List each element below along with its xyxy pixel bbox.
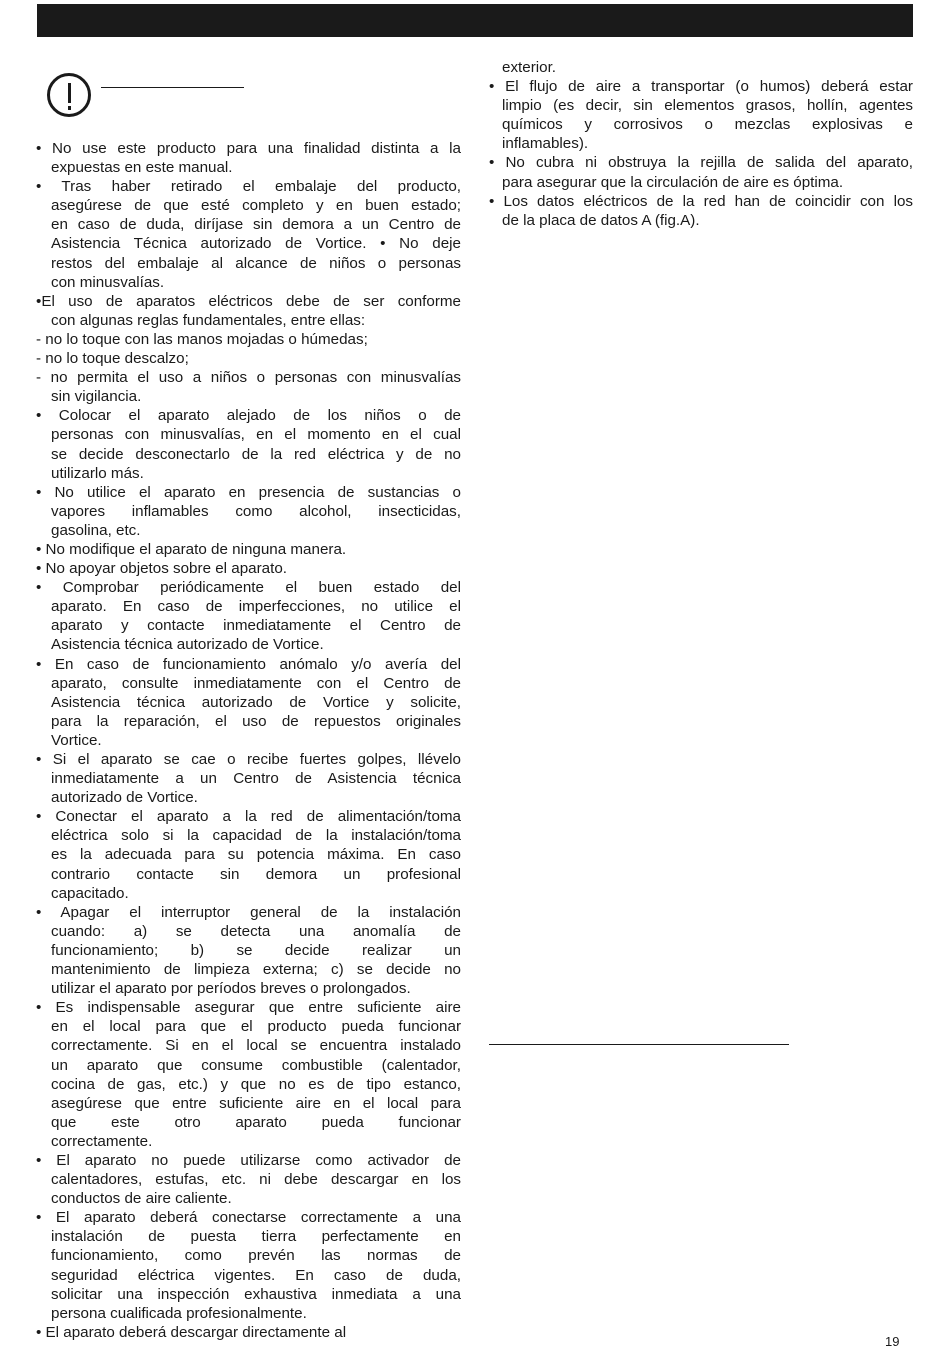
bullet-item (36, 998, 461, 1151)
text-line: • Es indispensable asegurar que entre suficiente aire (36, 999, 461, 1017)
text-line: cocina de gas, etc.) y que no es de tipo estanco, (51, 1075, 461, 1093)
text-line: un aparato que consume combustible (calentador, (51, 1056, 461, 1074)
bullet-item (36, 177, 461, 292)
bullet-item (36, 655, 461, 750)
text-line: aparato, consulte inmediatamente con el Centro de (51, 674, 461, 692)
header-bar (37, 4, 913, 37)
text-line: sin vigilancia. (51, 388, 142, 406)
text-line: instalación de puesta tierra perfectamente en (51, 1228, 461, 1246)
bullet-item (489, 77, 913, 153)
text-line: • En caso de funcionamiento anómalo y/o avería del (36, 655, 461, 673)
text-line: Vortice. (51, 731, 102, 749)
text-line: funcionamiento, como prevén las normas de (51, 1247, 461, 1265)
text-line: capacitado. (51, 884, 129, 902)
text-line: Asistencia técnica autorizado de Vortice. (51, 636, 324, 654)
text-line: • El aparato deberá conectarse correctamente a una (36, 1209, 461, 1227)
text-line: Asistencia técnica autorizado de Vortice y solicite, (51, 693, 461, 711)
text-line: - no permita el uso a niños o personas con minusvalías (36, 369, 461, 387)
bullet-item (489, 192, 913, 230)
text-line: seguridad eléctrica vigentes. En caso de duda, (51, 1266, 461, 1284)
text-line: • El flujo de aire a transportar (o humos) deberá estar (489, 78, 913, 96)
text-line: de la placa de datos A (fig.A). (502, 211, 700, 229)
text-line: restos del embalaje al alcance de niños o personas (51, 254, 461, 272)
text-line: • Si el aparato se cae o recibe fuertes golpes, llévelo (36, 751, 461, 768)
text-line: con algunas reglas fundamentales, entre ellas: (51, 311, 366, 329)
bullet-item (36, 903, 461, 998)
text-line: • No modifique el aparato de ninguna manera. (36, 540, 347, 558)
text-line: eléctrica solo si la capacidad de la instalación/toma (51, 827, 461, 845)
text-line: correctamente. Si en el local se encuentra instalado (51, 1037, 461, 1055)
bullet-item (36, 330, 461, 349)
text-line: • El aparato deberá descargar directamente al (36, 1323, 347, 1341)
text-line: Asistencia Técnica autorizado de Vortice. • No deje (51, 235, 461, 253)
page-number: 19 (885, 1334, 900, 1349)
text-line: gasolina, etc. (51, 521, 141, 539)
text-line: funcionamiento; b) se decide realizar un (51, 941, 461, 959)
text-line: personas con minusvalías, en el momento en el cual (51, 426, 461, 444)
text-line: para la reparación, el uso de repuestos originales (51, 712, 461, 730)
text-line: aparato. En caso de imperfecciones, no utilice el (51, 598, 461, 616)
text-line: con minusvalías. (51, 273, 165, 291)
bullet-item (36, 559, 461, 578)
text-line: contrario contacte sin demora un profesional (51, 865, 461, 883)
bullet-item (36, 483, 461, 540)
text-line: limpio (es decir, sin elementos grasos, hollín, agentes (502, 97, 913, 115)
bullet-item (36, 540, 461, 559)
bullet-item (36, 578, 461, 654)
bullet-item (36, 1323, 461, 1342)
text-line: autorizado de Vortice. (51, 789, 198, 807)
bullet-item (36, 368, 461, 406)
text-line: • Los datos eléctricos de la red han de coincidir con los (489, 192, 913, 210)
bullet-item (489, 153, 913, 191)
bullet-item (36, 139, 461, 177)
bullet-item (36, 292, 461, 330)
text-line: en el local para que el producto pueda funcionar (51, 1018, 461, 1036)
bullet-item (36, 349, 461, 368)
text-line: persona cualificada profesionalmente. (51, 1304, 307, 1322)
text-line: químicos y corrosivos o mezclas explosivas e (502, 116, 913, 134)
text-line: en caso de duda, diríjase sin demora a un Centro de (51, 216, 461, 234)
bullet-item (36, 406, 461, 482)
text-line: - no lo toque descalzo; (36, 350, 189, 368)
text-line: para asegurar que la circulación de aire es óptima. (502, 173, 844, 191)
text-line: • Comprobar periódicamente el buen estado del (36, 579, 461, 597)
text-line: vapores inflamables como alcohol, insecticidas, (51, 502, 461, 520)
text-line: asegúrese de que esté completo y en buen estado; (51, 197, 461, 215)
bullet-item (36, 807, 461, 902)
left-column (36, 139, 461, 1342)
text-line: aparato y contacte inmediatamente el Centro de (51, 617, 461, 635)
right-column (489, 58, 913, 230)
text-line: • Colocar el aparato alejado de los niños o de (36, 407, 461, 425)
bullet-item (36, 750, 461, 807)
text-line: se decide desconectarlo de la red eléctrica y de no (51, 445, 461, 463)
text-line: utilizar el aparato por períodos breves o prolongados. (51, 980, 411, 998)
text-line: • El aparato no puede utilizarse como activador de (36, 1151, 461, 1169)
text-line: • No cubra ni obstruya la rejilla de salida del aparato, (489, 154, 913, 172)
text-line: inflamables). (502, 135, 589, 153)
warning-exclamation-icon (47, 73, 91, 117)
text-line: correctamente. (51, 1132, 153, 1150)
text-line: - no lo toque con las manos mojadas o húmedas; (36, 330, 368, 348)
text-line: • Apagar el interruptor general de la instalación (36, 903, 461, 921)
text-line: • No use este producto para una finalidad distinta a la (36, 140, 461, 157)
text-line: cuando: a) se detecta una anomalía de (51, 922, 461, 940)
heading-rule (101, 87, 244, 88)
text-line: exterior. (502, 59, 557, 76)
text-line: • No apoyar objetos sobre el aparato. (36, 560, 288, 578)
bullet-item (489, 58, 913, 77)
text-line: • Conectar el aparato a la red de alimentación/toma (36, 808, 461, 826)
bullet-item (36, 1208, 461, 1323)
text-line: utilizarlo más. (51, 464, 144, 482)
text-line: conductos de aire caliente. (51, 1190, 232, 1208)
section-rule (489, 1044, 789, 1045)
text-line: • Tras haber retirado el embalaje del producto, (36, 178, 461, 196)
text-line: calentadores, estufas, etc. ni debe descargar en los (51, 1171, 461, 1189)
bullet-item (36, 1151, 461, 1208)
text-line: • No utilice el aparato en presencia de sustancias o (36, 483, 461, 501)
text-line: es la adecuada para su potencia máxima. En caso (51, 846, 461, 864)
text-line: asegúrese que entre suficiente aire en el local para (51, 1094, 461, 1112)
text-line: que este otro aparato pueda funcionar (51, 1113, 461, 1131)
text-line: mantenimiento de limpieza externa; c) se decide no (51, 961, 461, 979)
text-line: •El uso de aparatos eléctricos debe de ser conforme (36, 292, 461, 310)
text-line: inmediatamente a un Centro de Asistencia técnica (51, 770, 461, 788)
text-line: expuestas en este manual. (51, 159, 233, 177)
text-line: solicitar una inspección exhaustiva inmediata a una (51, 1285, 461, 1303)
